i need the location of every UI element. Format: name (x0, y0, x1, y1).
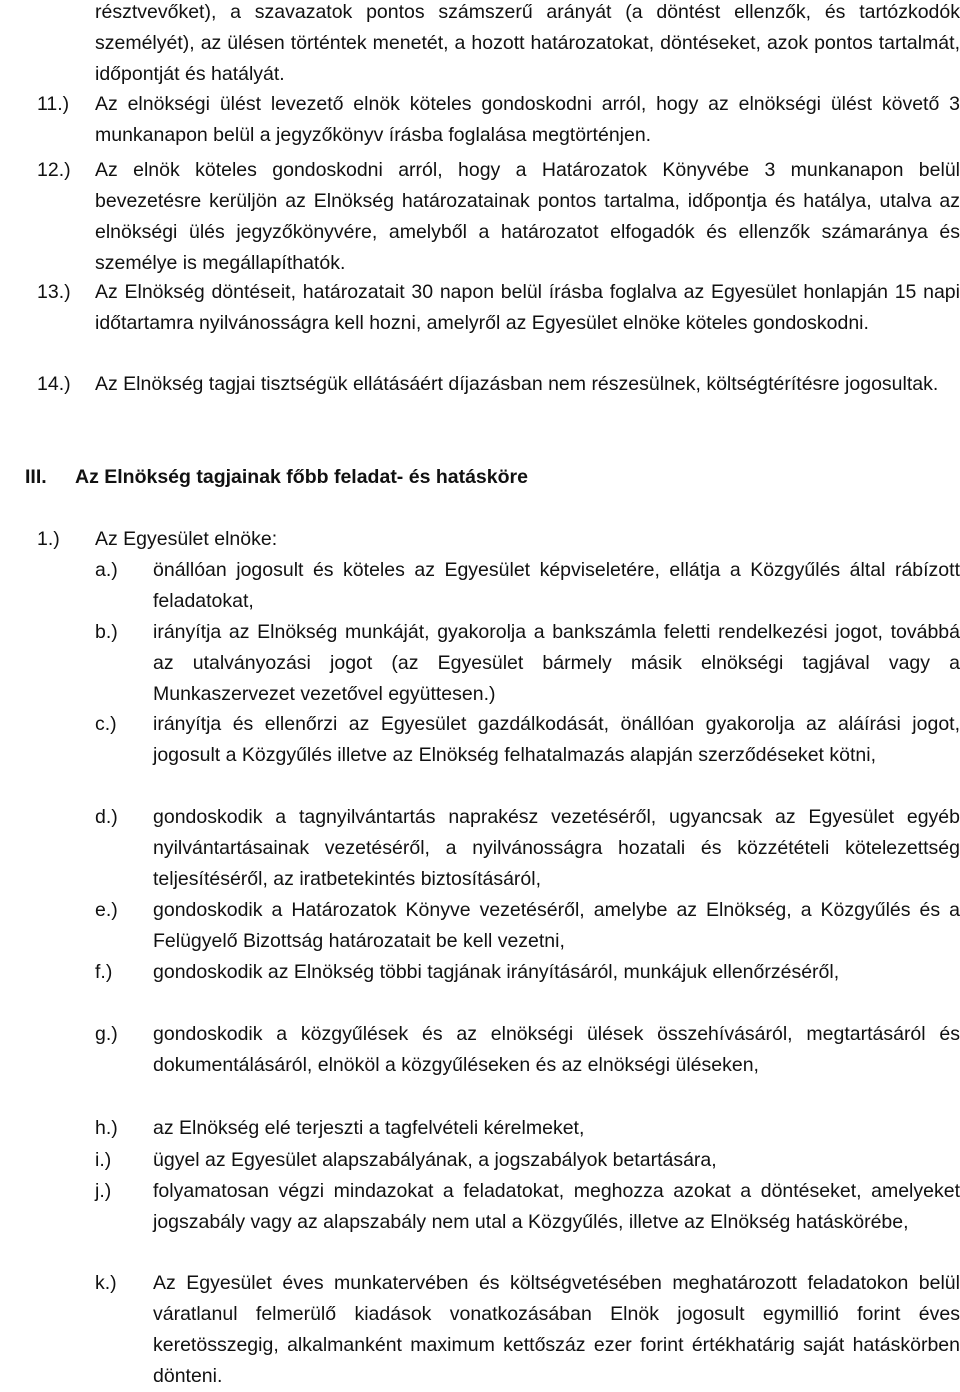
list-label: d.) (95, 806, 118, 828)
item-number: 14.) (37, 373, 71, 395)
list-label: a.) (95, 559, 118, 581)
list-label: j.) (95, 1180, 112, 1202)
list-label: c.) (95, 713, 117, 735)
list-item: az Elnökség elé terjeszti a tagfelvételi kérelmeket, (153, 1117, 585, 1139)
list-item: ügyel az Egyesület alapszabályának, a jogszabályok betartására, (153, 1149, 717, 1171)
subsection-number: 1.) (37, 528, 60, 550)
subsection-title: Az Egyesület elnöke: (95, 528, 278, 550)
numbered-paragraph: Az Elnökség tagjai tisztségük ellátásáért díjazásban nem részesülnek, költségtérítésre jogosultak. (95, 373, 939, 395)
list-label: b.) (95, 621, 118, 643)
list-item: önállóan jogosult és köteles az Egyesület képviseletére, ellátja a Közgyűlés által rábízott feladatokat, (153, 559, 960, 612)
list-item: irányítja az Elnökség munkáját, gyakorolja a bankszámla feletti rendelkezési jogot, továbbá az utalványozási jogot (az Egyesület bármely másik elnökségi tagjával vagy a Munkaszervezet vezetővel együttesen.) (153, 621, 960, 705)
list-label: g.) (95, 1023, 118, 1045)
section-number: III. (25, 466, 47, 488)
list-item: gondoskodik a tagnyilvántartás naprakész vezetéséről, ugyancsak az Egyesület egyéb nyilvántartásainak vezetéséről, a nyilvánosságra hozatali és közzétételi kötelezettség teljesítéséről, az iratbetekintés biztosításáról, (153, 806, 960, 890)
list-label: i.) (95, 1149, 112, 1171)
numbered-paragraph: Az Elnökség döntéseit, határozatait 30 napon belül írásba foglalva az Egyesület honlapján 15 napi időtartamra nyilvánosságra kell hozni, amelyről az Egyesület elnöke köteles gondoskodni. (95, 281, 960, 334)
item-number: 12.) (37, 159, 71, 181)
list-label: k.) (95, 1272, 117, 1294)
list-label: f.) (95, 961, 113, 983)
item-number: 13.) (37, 281, 71, 303)
continuation-paragraph: résztvevőket), a szavazatok pontos számszerű arányát (a döntést ellenzők, és tartózkodók személyét), az ülésen történtek menetét, a hozott határozatokat, döntéseket, azok pontos tartalmát, időpontját és hatályát. (95, 1, 960, 85)
list-label: e.) (95, 899, 118, 921)
numbered-paragraph: Az elnök köteles gondoskodni arról, hogy a Határozatok Könyvébe 3 munkanapon belül bevezetésre kerüljön az Elnökség határozatainak pontos tartalma, időpontja és hatálya, utalva az elnökségi ülés jegyzőkönyvére, amelyből a határozatot elfogadók és ellenzők számaránya és személye is megállapíthatók. (95, 159, 960, 274)
list-item: folyamatosan végzi mindazokat a feladatokat, meghozza azokat a döntéseket, amelyeket jogszabály vagy az alapszabály nem utal a Közgyűlés, illetve az Elnökség hatáskörébe, (153, 1180, 960, 1233)
list-item: irányítja és ellenőrzi az Egyesület gazdálkodását, önállóan gyakorolja az aláírási jogot, jogosult a Közgyűlés illetve az Elnökség felhatalmazás alapján szerződéseket kötni, (153, 713, 960, 766)
list-item: gondoskodik az Elnökség többi tagjának irányításáról, munkájuk ellenőrzéséről, (153, 961, 840, 983)
list-item: Az Egyesület éves munkatervében és költségvetésében meghatározott feladatokon belül váratlanul felmerülő kiadások vonatkozásában Elnök jogosult egymillió forint éves keretösszegig, alkalmanként maximum kettőszáz ezer forint értékhatárig saját hatáskörben dönteni. (153, 1272, 960, 1387)
list-item: gondoskodik a közgyűlések és az elnökségi ülések összehívásáról, megtartásáról és dokumentálásáról, elnököl a közgyűléseken és az elnökségi üléseken, (153, 1023, 960, 1076)
item-number: 11.) (37, 93, 70, 115)
list-item: gondoskodik a Határozatok Könyve vezetéséről, amelybe az Elnökség, a Közgyűlés és a Felügyelő Bizottság határozatait be kell vezetni, (153, 899, 960, 952)
list-label: h.) (95, 1117, 118, 1139)
numbered-paragraph: Az elnökségi ülést levezető elnök köteles gondoskodni arról, hogy az elnökségi ülést követő 3 munkanapon belül a jegyzőkönyv írásba foglalása megtörténjen. (95, 93, 960, 146)
section-title: Az Elnökség tagjainak főbb feladat- és hatásköre (75, 466, 528, 488)
